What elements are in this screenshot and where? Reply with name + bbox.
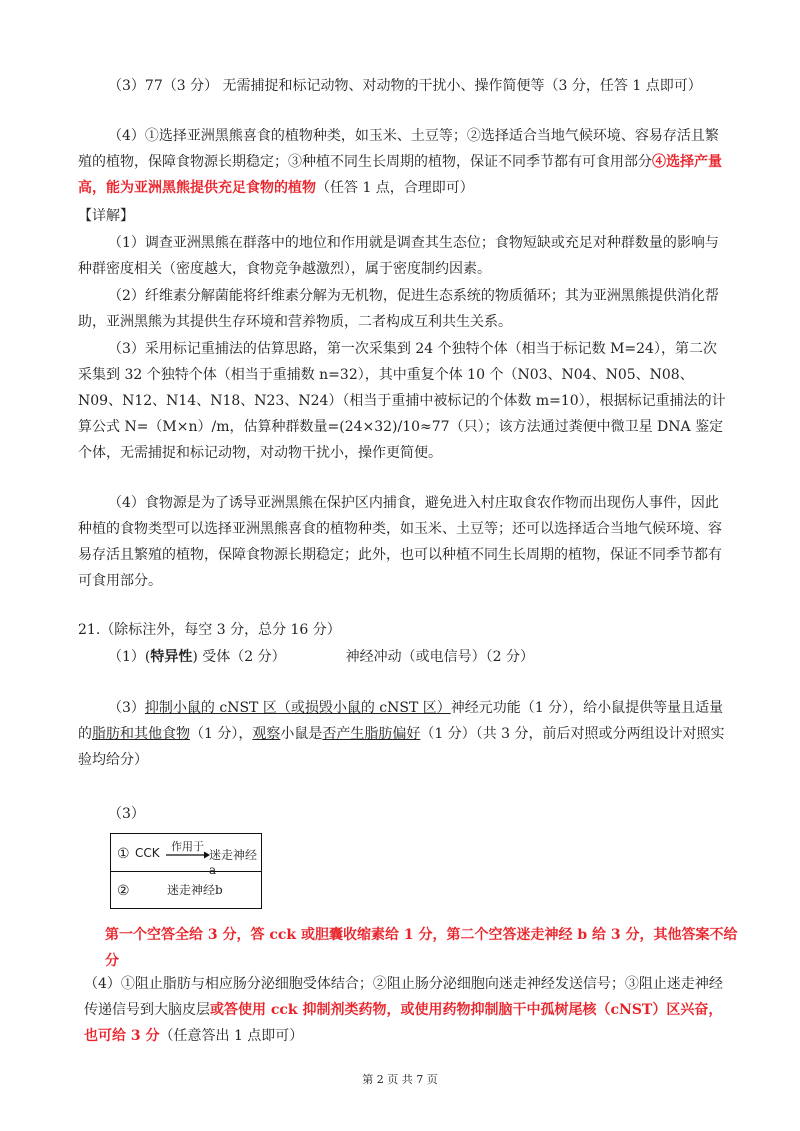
answer-box-row-2 [111, 871, 261, 908]
q21-3a-part1: 抑制小鼠的 cNST 区（或损毁小鼠的 cNST 区） [144, 700, 451, 716]
question-21-part-4 [84, 971, 729, 1049]
question-21-part-3b-label: （3） [108, 806, 145, 822]
answer-4-text: （4）①选择亚洲黑熊喜食的植物种类，如玉米、土豆等；②选择适合当地气候环境、容易存活且繁殖的植物，保障食物源长期稳定；③种植不同生长周期的植物，保证不同季节都有可食用部分 [78, 128, 719, 170]
answer-4-paragraph [78, 123, 728, 201]
question-21-title: 21.（除标注外，每空 3 分，总分 16 分） [78, 622, 341, 638]
row1-cck-label: CCK [135, 846, 160, 860]
q21-4-red-text: 或答使用 cck 抑制剂类药物，或使用药物抑制脑干中孤树尾核（cNST）区兴奋，也可给 3 分 [84, 1002, 723, 1044]
answer-box-row-1 [111, 834, 261, 877]
row1-arrow-label: 作用于 [171, 840, 204, 853]
scoring-note: 第一个空答全给 3 分，答 cck 或胆囊收缩素给 1 分，第二个空答迷走神经 b 给 3 分，其他答案不给分 [105, 927, 738, 969]
answer-box-diagram [110, 833, 262, 909]
q21-3a-part5: 观察 [252, 726, 281, 742]
page-footer: 第 2 页 共 7 页 [362, 1073, 438, 1086]
answer-4-red-text: ④选择产量高，能为亚洲黑熊提供充足食物的植物 [78, 154, 722, 196]
q21-1-prefix: （1）( [108, 649, 151, 665]
q21-3a-part6: 小鼠是 [280, 726, 323, 742]
q21-4-text: （4）①阻止脂肪与相应肠分泌细胞受体结合；②阻止肠分泌细胞向迷走神经发送信号；③阻止迷走神经传递信号到大脑皮层 [84, 976, 723, 1018]
detail-3: （3）采用标记重捕法的估算思路，第一次采集到 24 个独特个体（相当于标记数 M=24），第二次采集到 32 个独特个体（相当于重捕数 n=32），其中重复个体 10 个（N03、N04、N05、N08、N09、N12、N14、N18、N23、N24）（相当于重捕中被标记的个体数 m=10），根据标记重捕法的计算公式 N=（M×n）/m，估算种群数量=(24×32)/10≈77（只）；该方法通过粪便中微卫星 DNA 鉴定个体，无需捕捉和标记动物，对动物干扰小，操作更简便。 [78, 341, 726, 461]
q21-3a-part8: （1 分）（共 3 分，前后对照或分两组设计对照实验均给分） [78, 726, 725, 768]
row1-number: ① [117, 846, 130, 862]
question-21-part-3a: （3）抑制小鼠的 cNST 区（或损毁小鼠的 cNST 区）神经元功能（1 分），给小鼠提供等量且适量的脂肪和其他食物（1 分），观察小鼠是否产生脂肪偏好（1 分）（共 3 分，前后对照或分两组设计对照实验均给分） [78, 700, 725, 768]
detail-2: （2）纤维素分解菌能将纤维素分解为无机物，促进生态系统的物质循环；其为亚洲黑熊提供消化帮助，亚洲黑熊为其提供生存环境和营养物质，二者构成互利共生关系。 [78, 288, 719, 330]
q21-3a-part7: 否产生脂肪偏好 [322, 726, 421, 742]
q21-1-suffix: ) 受体（2 分） [192, 649, 286, 665]
q21-1-second: 神经冲动（或电信号）（2 分） [345, 649, 535, 665]
detail-heading: 【详解】 [78, 208, 134, 224]
q21-3a-part2: 神经元功能（1 分），给小鼠提供等量且适量的 [78, 700, 724, 742]
answer-4-tail: （任答 1 点，合理即可） [316, 180, 474, 196]
q21-3a-part3: 脂肪和其他食物 [92, 726, 190, 742]
detail-4: （4）食物源是为了诱导亚洲黑熊在保护区内捕食，避免进入村庄取食农作物而出现伤人事件，因此种植的食物类型可以选择亚洲黑熊喜食的植物种类，如玉米、土豆等；还可以选择适合当地气候环境、容易存活且繁殖的植物，保障食物源长期稳定；此外，也可以种植不同生长周期的植物，保证不同季节都有可食用部分。 [78, 495, 722, 589]
answer-3-line: （3）77（3 分） 无需捕捉和标记动物、对动物的干扰小、操作简便等（3 分，任答 1 点即可） [108, 78, 702, 94]
question-21-part-1 [78, 644, 728, 670]
detail-1: （1）调查亚洲黑熊在群落中的地位和作用就是调查其生态位；食物短缺或充足对种群数量的影响与种群密度相关（密度越大，食物竞争越激烈），属于密度制约因素。 [78, 235, 719, 277]
arrow-right-icon [166, 851, 210, 859]
q21-1-bold: 特异性 [150, 649, 193, 665]
row2-target: 迷走神经b [167, 883, 223, 897]
q21-4-tail: （任意答出 1 点即可） [159, 1028, 304, 1044]
q21-3a-part4: （1 分）， [190, 726, 253, 742]
row2-number: ② [117, 883, 130, 899]
row1-target: 迷走神经a [209, 848, 258, 877]
